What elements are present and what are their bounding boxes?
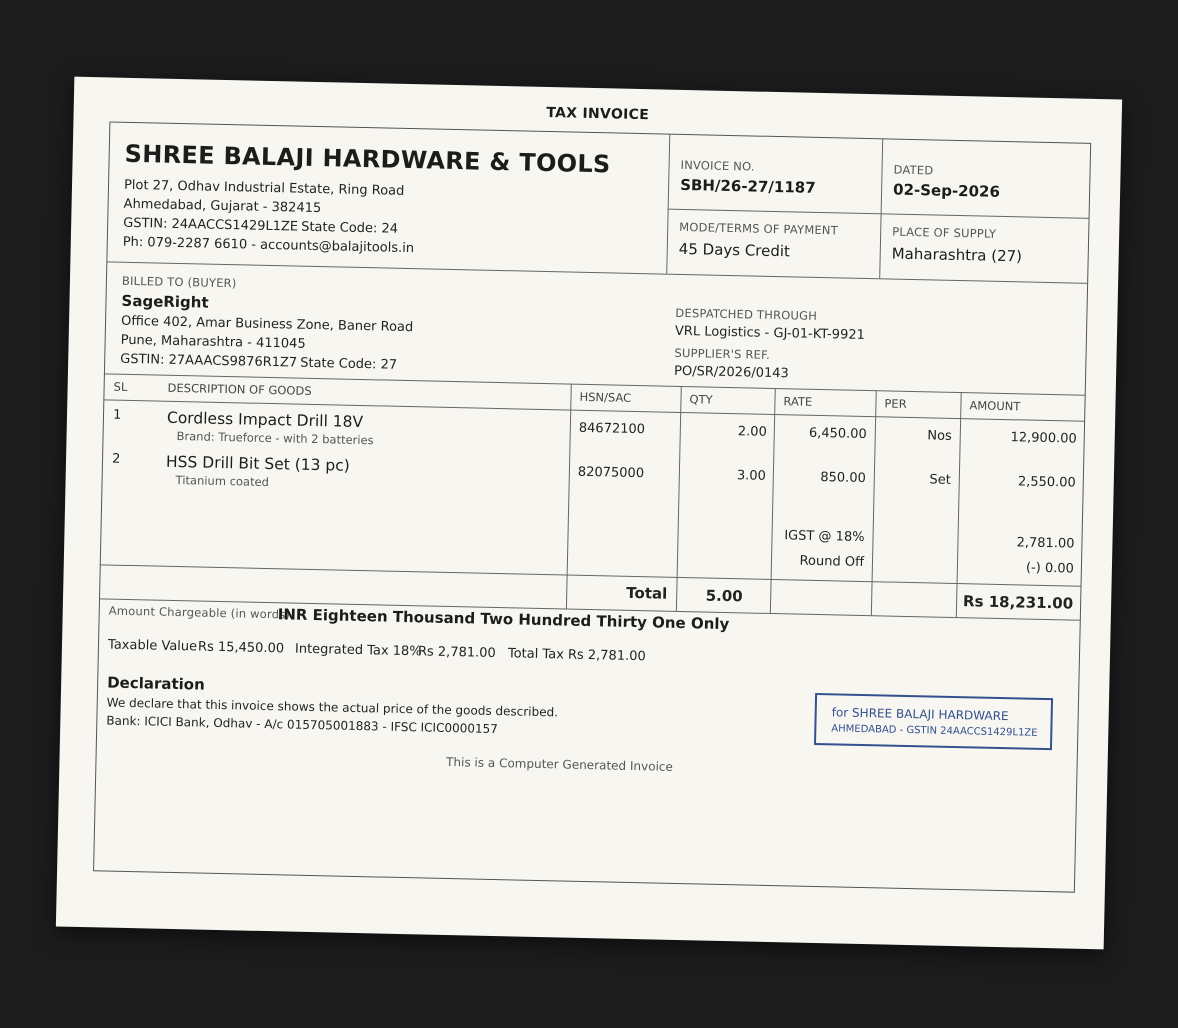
row1-per: Nos [927,428,952,444]
buyer-address-line1: Office 402, Amar Business Zone, Baner Road [120,313,414,336]
row2-hsn: 82075000 [577,464,645,482]
total-tax-value: Rs 2,781.00 [567,647,646,665]
row2-rate: 850.00 [820,470,866,487]
row1-hsn: 84672100 [578,420,646,438]
authorised-signatory-stamp [814,693,1053,750]
row2-per: Set [929,472,951,488]
despatched-through-value: VRL Logistics - GJ-01-KT-9921 [674,323,866,343]
declaration-title: Declaration [106,673,205,694]
declaration-text: We declare that this invoice shows the actual price of the goods described. [106,695,559,720]
row2-amount: 2,550.00 [1017,474,1076,491]
place-of-supply-label: PLACE OF SUPPLY [892,224,997,241]
header-qty: QTY [689,392,713,407]
header-rate: RATE [783,394,813,409]
document-title: TAX INVOICE [546,104,650,124]
row1-item-name: Cordless Impact Drill 18V [166,408,364,432]
total-tax-label: Total Tax [507,646,565,663]
row2-qty: 3.00 [736,468,767,484]
dated-label: DATED [893,162,934,178]
total-label: Total [626,583,668,603]
stamp-line1: for SHREE BALAJI HARDWARE [831,705,1009,724]
row2-item-sub: Titanium coated [175,472,270,490]
seller-name: SHREE BALAJI HARDWARE & TOOLS [124,139,611,179]
payment-terms-label: MODE/TERMS OF PAYMENT [679,219,839,238]
amount-in-words-label: Amount Chargeable (in words) [108,603,291,622]
igst-amount: 2,781.00 [1016,535,1075,552]
row1-qty: 2.00 [737,424,767,440]
invoice-no-label: INVOICE NO. [680,157,755,174]
seller-gstin: GSTIN: 24AACCS1429L1ZE [123,215,299,235]
buyer-address-line2: Pune, Maharashtra - 411045 [120,332,306,352]
header-amount: AMOUNT [969,398,1021,414]
row1-item-sub: Brand: Trueforce - with 2 batteries [176,428,374,448]
buyer-gstin: GSTIN: 27AAACS9876R1Z7 [120,351,298,371]
stamp-line2: AHMEDABAD - GSTIN 24AACCS1429L1ZE [831,723,1038,739]
amount-in-words-value: INR Eighteen Thousand Two Hundred Thirty One Only [277,605,730,634]
row1-rate: 6,450.00 [808,425,867,443]
row2-item-name: HSS Drill Bit Set (13 pc) [165,452,351,475]
seller-address-line2: Ahmedabad, Gujarat - 382415 [123,196,322,217]
header-hsn: HSN/SAC [579,389,632,405]
header-sl: SL [113,379,128,394]
taxable-value: Rs 15,450.00 [197,639,285,657]
row1-sl: 1 [112,407,122,423]
seller-contact: Ph: 079-2287 6610 - accounts@balajitools.in [122,234,415,257]
integrated-tax-label: Integrated Tax 18% [294,641,422,660]
payment-terms-value: 45 Days Credit [678,239,791,261]
computer-generated-note: This is a Computer Generated Invoice [445,754,674,774]
total-qty: 5.00 [705,586,743,606]
integrated-tax-value: Rs 2,781.00 [417,644,496,661]
row1-amount: 12,900.00 [1010,430,1077,447]
bank-details: Bank: ICICI Bank, Odhav - A/c 015705001883 - IFSC ICIC0000157 [106,713,499,737]
place-of-supply-value: Maharashtra (27) [891,244,1023,266]
taxable-value-label: Taxable Value [107,637,198,655]
despatched-through-label: DESPATCHED THROUGH [675,305,818,323]
row2-sl: 2 [111,451,121,467]
round-off-amount: (-) 0.00 [1025,560,1075,577]
billed-to-label: BILLED TO (BUYER) [121,273,237,291]
buyer-name: SageRight [121,291,209,312]
header-per: PER [884,396,907,411]
total-amount: Rs 18,231.00 [962,592,1074,613]
invoice-paper [56,77,1122,950]
dated-value: 02-Sep-2026 [892,180,1001,201]
suppliers-ref-value: PO/SR/2026/0143 [673,363,789,382]
round-off-label: Round Off [799,553,865,571]
seller-state-code: State Code: 24 [301,219,399,237]
header-description: DESCRIPTION OF GOODS [167,380,312,398]
invoice-no-value: SBH/26-27/1187 [679,175,816,197]
buyer-state-code: State Code: 27 [300,355,398,373]
suppliers-ref-label: SUPPLIER'S REF. [674,345,771,362]
igst-label: IGST @ 18% [784,528,865,546]
seller-address-line1: Plot 27, Odhav Industrial Estate, Ring Road [123,177,405,199]
